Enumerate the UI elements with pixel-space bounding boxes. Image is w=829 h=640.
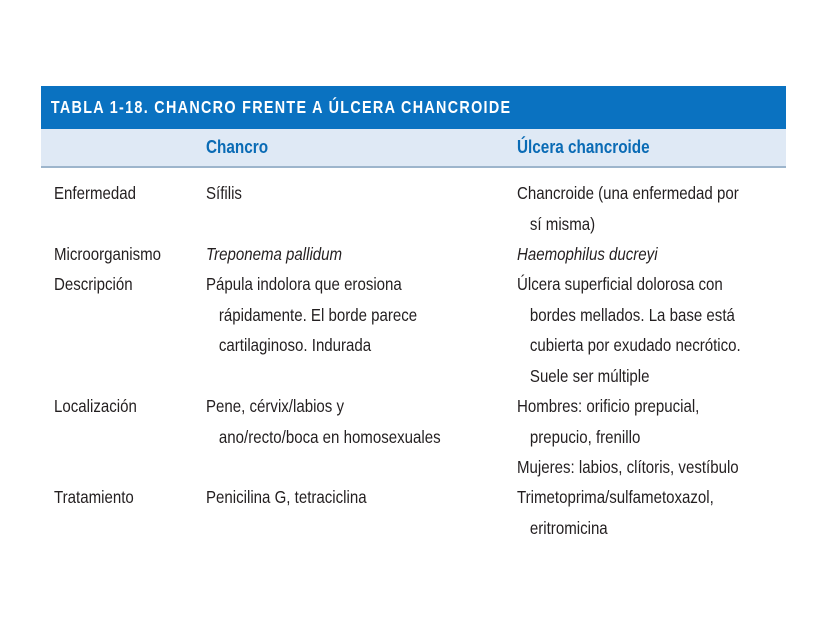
row-label: Tratamiento xyxy=(54,487,134,507)
row-label: Localización xyxy=(54,396,137,416)
column-header-ulcera-chancroide: Úlcera chancroide xyxy=(517,137,650,157)
chancroide-cell: Trimetoprima/sulfametoxazol, eritromicina xyxy=(517,487,714,538)
table-title: TABLA 1-18. CHANCRO FRENTE A ÚLCERA CHANCROIDE xyxy=(50,97,512,117)
chancro-cell: Pápula indolora que erosiona rápidamente. El borde parece cartilaginoso. Indurada xyxy=(206,274,418,355)
chancroide-cell: Hombres: orificio prepucial, prepucio, frenillo Mujeres: labios, clítoris, vestíbulo xyxy=(517,396,739,477)
chancro-cell: Treponema pallidum xyxy=(206,244,343,264)
column-header-row xyxy=(41,129,786,168)
column-header-chancro: Chancro xyxy=(206,137,269,157)
table-title-bar xyxy=(41,86,786,129)
chancro-cell: Sífilis xyxy=(206,183,242,203)
row-label: Microorganismo xyxy=(54,244,162,264)
chancroide-cell: Chancroide (una enfermedad por sí misma) xyxy=(517,183,739,234)
row-label: Descripción xyxy=(54,274,133,294)
chancroide-cell: Úlcera superficial dolorosa con bordes mellados. La base está cubierta por exudado necrótico. Suele ser múltiple xyxy=(517,274,741,386)
chancroide-cell: Haemophilus ducreyi xyxy=(517,244,658,264)
chancro-cell: Penicilina G, tetraciclina xyxy=(206,487,367,507)
chancro-cell: Pene, cérvix/labios y ano/recto/boca en homosexuales xyxy=(206,396,441,447)
comparison-table xyxy=(41,86,786,538)
row-label: Enfermedad xyxy=(54,183,136,203)
